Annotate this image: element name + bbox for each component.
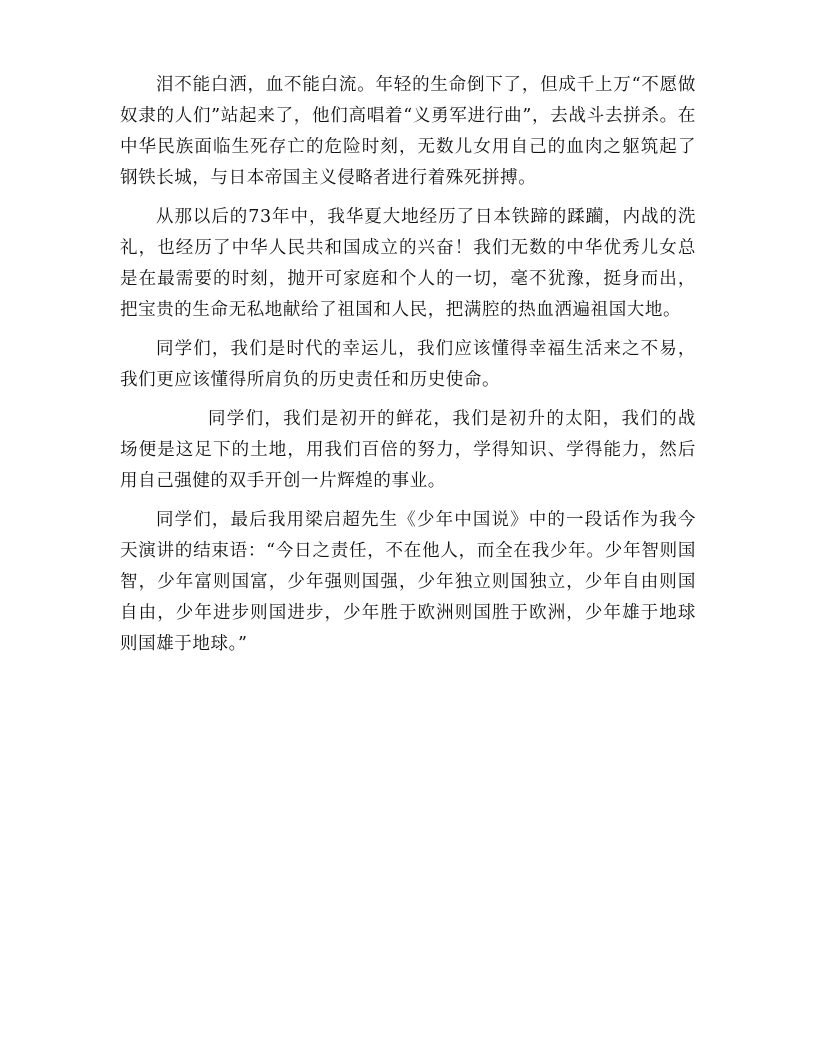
paragraph-history: 从那以后的73年中，我华夏大地经历了日本铁蹄的蹂躏，内战的洗礼，也经历了中华人民共和国成立的兴奋！我们无数的中华优秀儿女总是在最需要的时刻，抛开可家庭和个人的一切，毫不犹豫，挺身而出，把宝贵的生命无私地献给了祖国和人民，把满腔的热血洒遍祖国大地。 bbox=[120, 207, 696, 320]
paragraph-sacrifice: 泪不能白洒，血不能白流。年轻的生命倒下了，但成千上万“不愿做奴隶的人们”站起来了，他们高唱着“义勇军进行曲”，去战斗去拼杀。在中华民族面临生死存亡的危险时刻，无数儿女用自己的血肉之躯筑起了钢铁长城，与日本帝国主义侵略者进行着殊死拼搏。 bbox=[120, 75, 696, 188]
paragraph-responsibility: 同学们，我们是时代的幸运儿，我们应该懂得幸福生活来之不易，我们更应该懂得所肩负的历史责任和历史使命。 bbox=[120, 339, 696, 390]
document-page bbox=[120, 70, 696, 668]
paragraph-aspiration: 同学们，我们是初开的鲜花，我们是初升的太阳，我们的战场便是这足下的土地，用我们百倍的努力，学得知识、学得能力，然后用自己强健的双手开创一片辉煌的事业。 bbox=[120, 409, 696, 491]
paragraph-conclusion-quote: 同学们，最后我用梁启超先生《少年中国说》中的一段话作为我今天演讲的结束语：“今日之责任，不在他人，而全在我少年。少年智则国智，少年富则国富，少年强则国强，少年独立则国独立，少年自由则国自由，少年进步则国进步，少年胜于欧洲则国胜于欧洲，少年雄于地球则国雄于地球。” bbox=[120, 510, 696, 654]
